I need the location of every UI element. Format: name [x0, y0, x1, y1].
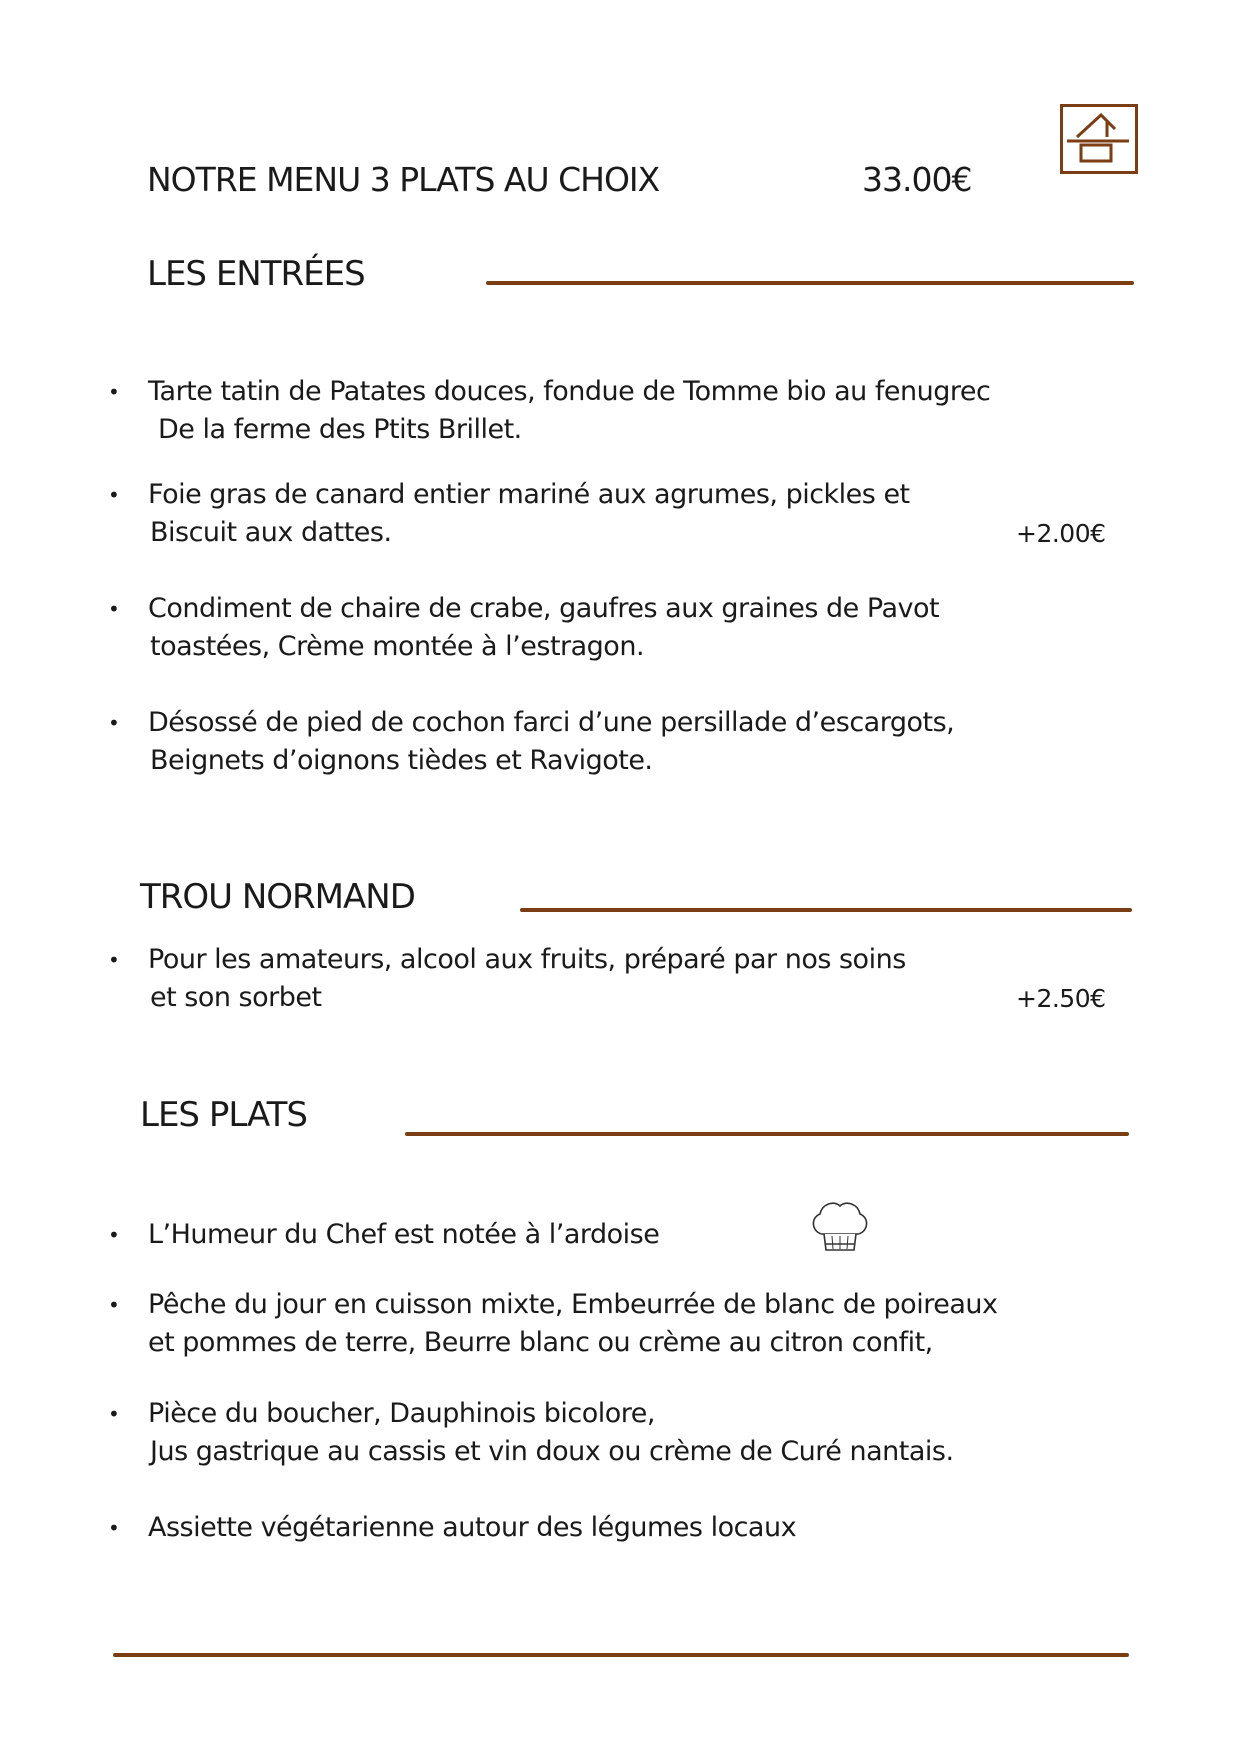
item-line: Désossé de pied de cochon farci d’une persillade d’escargots,: [148, 707, 955, 738]
item-line: et pommes de terre, Beurre blanc ou crème au citron confit,: [148, 1327, 933, 1358]
bullet: •: [108, 380, 120, 404]
chef-hat-icon: [808, 1198, 872, 1256]
menu-item: [108, 941, 1148, 1017]
section-rule: [486, 281, 1134, 285]
footer-rule: [113, 1653, 1129, 1657]
supplement-price: +2.00€: [1016, 519, 1106, 548]
item-line: Assiette végétarienne autour des légumes locaux: [148, 1512, 797, 1543]
bullet: •: [108, 1293, 120, 1317]
menu-item: [108, 373, 1148, 449]
menu-item: [108, 590, 1148, 666]
item-line: Biscuit aux dattes.: [150, 517, 392, 548]
item-line: Beignets d’oignons tièdes et Ravigote.: [150, 745, 653, 776]
section-rule: [520, 908, 1132, 912]
section-rule: [405, 1132, 1129, 1136]
item-line: Pièce du boucher, Dauphinois bicolore,: [148, 1398, 655, 1429]
item-line: Foie gras de canard entier mariné aux agrumes, pickles et: [148, 479, 910, 510]
menu-item: [108, 476, 1148, 552]
menu-item: [108, 1286, 1148, 1362]
bullet: •: [108, 1516, 120, 1540]
item-line: Tarte tatin de Patates douces, fondue de Tomme bio au fenugrec: [148, 376, 991, 407]
menu-price: 33.00€: [862, 160, 972, 199]
bullet: •: [108, 1223, 120, 1247]
item-line: L’Humeur du Chef est notée à l’ardoise: [148, 1219, 660, 1250]
item-line: De la ferme des Ptits Brillet.: [158, 414, 522, 445]
item-line: Pour les amateurs, alcool aux fruits, préparé par nos soins: [148, 944, 906, 975]
item-line: Jus gastrique au cassis et vin doux ou crème de Curé nantais.: [150, 1436, 954, 1467]
menu-item: [108, 1395, 1148, 1471]
menu-item: [108, 1216, 1148, 1256]
bullet: •: [108, 948, 120, 972]
supplement-price: +2.50€: [1016, 984, 1106, 1013]
section-title-plats: LES PLATS: [140, 1095, 308, 1135]
menu-item: [108, 704, 1148, 780]
section-title-trou-normand: TROU NORMAND: [140, 877, 415, 917]
item-line: et son sorbet: [150, 982, 322, 1013]
bullet: •: [108, 483, 120, 507]
item-line: Condiment de chaire de crabe, gaufres aux graines de Pavot: [148, 593, 940, 624]
item-line: toastées, Crème montée à l’estragon.: [150, 631, 645, 662]
bullet: •: [108, 597, 120, 621]
bullet: •: [108, 1402, 120, 1426]
section-title-entrees: LES ENTRÉES: [147, 254, 365, 294]
menu-item: [108, 1509, 1148, 1549]
house-logo-icon: [1060, 104, 1138, 174]
menu-title: NOTRE MENU 3 PLATS AU CHOIX: [147, 160, 660, 199]
bullet: •: [108, 711, 120, 735]
item-line: Pêche du jour en cuisson mixte, Embeurrée de blanc de poireaux: [148, 1289, 998, 1320]
